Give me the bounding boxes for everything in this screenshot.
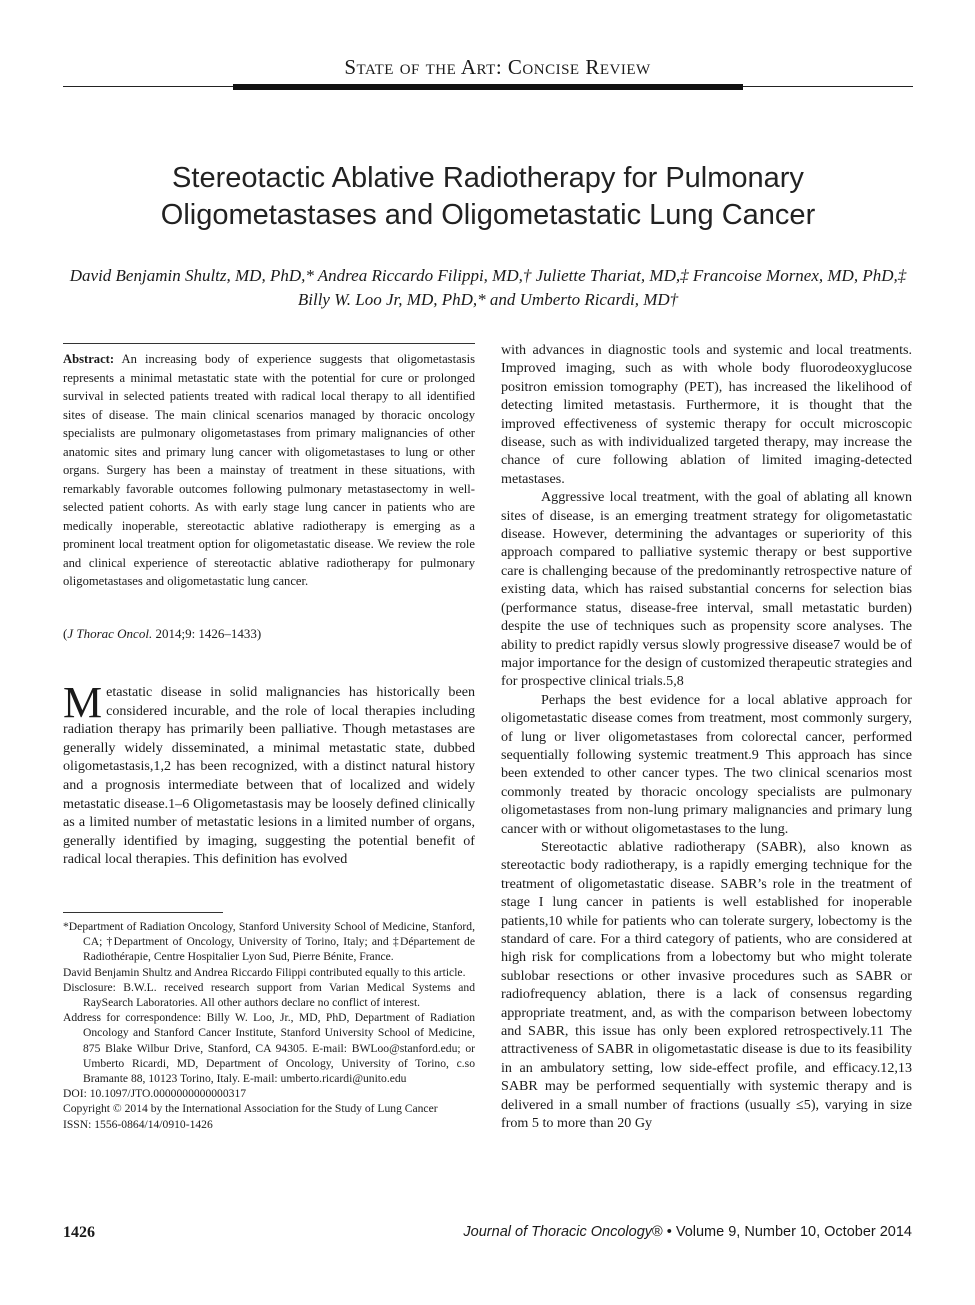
article-title: Stereotactic Ablative Radiotherapy for Pulmonary Oligometastases and Oligometastatic Lung Cancer <box>160 162 816 231</box>
footnote-equal-contribution: David Benjamin Shultz and Andrea Riccardo Filippi contributed equally to this article. <box>63 965 466 979</box>
issue-info: ® • Volume 9, Number 10, October 2014 <box>652 1224 912 1240</box>
citation-details: 2014;9: 1426–1433) <box>155 626 262 641</box>
copyright: Copyright © 2014 by the International Association for the Study of Lung Cancer <box>63 1102 438 1116</box>
journal-footer <box>463 1224 912 1240</box>
intro-paragraph <box>63 678 475 869</box>
footnote-rule <box>63 912 223 913</box>
right-column <box>501 341 912 1132</box>
abstract-rule <box>63 343 475 344</box>
page-number: 1426 <box>63 1224 95 1241</box>
issn: ISSN: 1556-0864/14/0910-1426 <box>63 1117 213 1131</box>
footnotes <box>63 919 475 1132</box>
footnote-correspondence: Address for correspondence: Billy W. Loo, Jr., MD, PhD, Department of Radiation Oncology and Stanford Cancer Institute, Stanford University School of Medicine, 875 Blake Wilbur Drive, Stanford, CA 94305. E-mail: BWLoo@stanford.edu; or Umberto Ricardi, MD, Department of Oncology, University of Torino, c.so Bramante 88, 10123 Torino, Italy. E-mail: umberto.ricardi@unito.edu <box>63 1011 475 1086</box>
paragraph: Perhaps the best evidence for a local ablative approach for oligometastatic disease comes from treatment, most commonly surgery, of lung or liver oligometastases from colorectal cancer, performed sequentially following systemic treatment.9 This approach has since been extended to other cancer types. The two clinical scenarios most commonly treated by thoracic oncology specialists are pulmonary oligometastases from non-lung primary malignancies and primary lung cancer with or without oligometastases to the lung. <box>501 691 912 837</box>
section-header: State of the Art: Concise Review <box>344 55 651 79</box>
footnote-affiliations: *Department of Radiation Oncology, Stanford University School of Medicine, Stanford, CA; †Department of Oncology, University of Torino, Italy; and ‡Département de Radiothérapie, Centre Hospitalier Lyon Sud, Pierre Bénite, France. <box>63 920 475 964</box>
citation: (J Thorac Oncol. 2014;9: 1426–1433) <box>63 626 262 641</box>
header-rule-bold <box>233 84 743 90</box>
intro-text: etastatic disease in solid malignancies has historically been considered incurable, and the role of local therapies including radiation therapy has primarily been palliative. Though metastases are generally widely disseminated, a minimal metastatic state, dubbed oligometastasis,1,2 has been recognized, with a distinct natural history and a prognosis intermediate between that of localized and widely metastatic disease.1–6 Oligometastasis may be loosely defined clinically as a limited number of metastatic lesions in a limited number of organs, generally identified by imaging, suggesting the potential benefit of radical local therapies. This definition has evolved <box>63 684 475 868</box>
abstract-text: An increasing body of experience suggests that oligometastasis represents a minimal metastatic state with the potential for cure or prolonged survival in selected patients treated with radical local therapy to all identified sites of disease. The main clinical scenarios managed by thoracic oncology specialists are pulmonary oligometastases from primary malignancies of other anatomic sites and primary lung cancer with oligometastases to lung or other organs. Surgery has been a mainstay of treatment in these situations, with remarkably favorable outcomes following pulmonary metastasectomy in well-selected patient cohorts. As with early stage lung cancer in patients who are medically inoperable, stereotactic ablative radiotherapy is emerging as a prominent local treatment option for oligometastatic disease. We review the role and clinical experience of stereotactic ablative radiotherapy for pulmonary oligometastases and oligometastatic lung cancer. <box>63 352 475 588</box>
abstract <box>63 350 475 591</box>
journal-name: Journal of Thoracic Oncology <box>463 1224 653 1240</box>
citation-journal: J Thorac Oncol. <box>67 626 153 641</box>
doi: DOI: 10.1097/JTO.0000000000000317 <box>63 1087 247 1101</box>
paragraph: Aggressive local treatment, with the goal of ablating all known sites of disease, is an emerging treatment strategy for oligometastatic disease. However, determining the advantages or superiority of this approach compared to palliative systemic therapy or best supportive care is challenging because of the predominantly retrospective nature of existing data, which has raised substantial concerns for selection bias (performance status, disease-free interval, small metastatic burden) despite the use of techniques such as propensity score analyses. The ability to predict rapidly versus slowly progressive disease7 would be of major importance for the design of customized therapeutic strategies and for prospective clinical trials.5,8 <box>501 489 912 690</box>
abstract-label: Abstract: <box>63 352 115 366</box>
footnote-disclosure: Disclosure: B.W.L. received research support from Varian Medical Systems and RaySearch Laboratories. All other authors declare no conflict of interest. <box>63 980 475 1010</box>
author-list: David Benjamin Shultz, MD, PhD,* Andrea Riccardo Filippi, MD,† Juliette Thariat, MD,‡ Francoise Mornex, MD, PhD,‡ Billy W. Loo Jr, MD, PhD,* and Umberto Ricardi, MD† <box>69 266 907 309</box>
paragraph: with advances in diagnostic tools and systemic and local treatments. Improved imaging, such as with whole body fluorodeoxyglucose positron emission tomography (PET), has increased the likelihood of detecting limited metastasis. Furthermore, it is thought that the improved effectiveness of systemic therapy for occult microscopic disease, such as with individualized targeted therapy, may increase the chance of cure following ablation of limited imaging-detected metastases. <box>501 342 912 487</box>
paragraph: Stereotactic ablative radiotherapy (SABR), also known as stereotactic body radiotherapy, is a rapidly emerging technique for the treatment of oligometastatic disease. SABR’s role in the treatment of stage I lung cancer in patients is well established for inoperable patients,10 while for patients who can tolerate surgery, lobectomy is the standard of care. For a third category of patients, who are considered at high risk for complications from a lobectomy but who might tolerate sublobar resections or other invasive procedures such as SABR or radiofrequency ablation, there is a lack of consensus regarding appropriate treatment, and, as with the comparison between lobectomy and SABR, this issue has only been explored retrospectively.11 The attractiveness of SABR in oligometastatic disease is due to its feasibility in an ambulatory setting, low side-effect profile, and efficacy.12,13 SABR may be performed sequentially with systemic therapy and is delivered in a small number of fractions (usually ≤5), varying in size from 5 to more than 20 Gy <box>501 838 912 1132</box>
drop-cap: M <box>63 678 103 727</box>
